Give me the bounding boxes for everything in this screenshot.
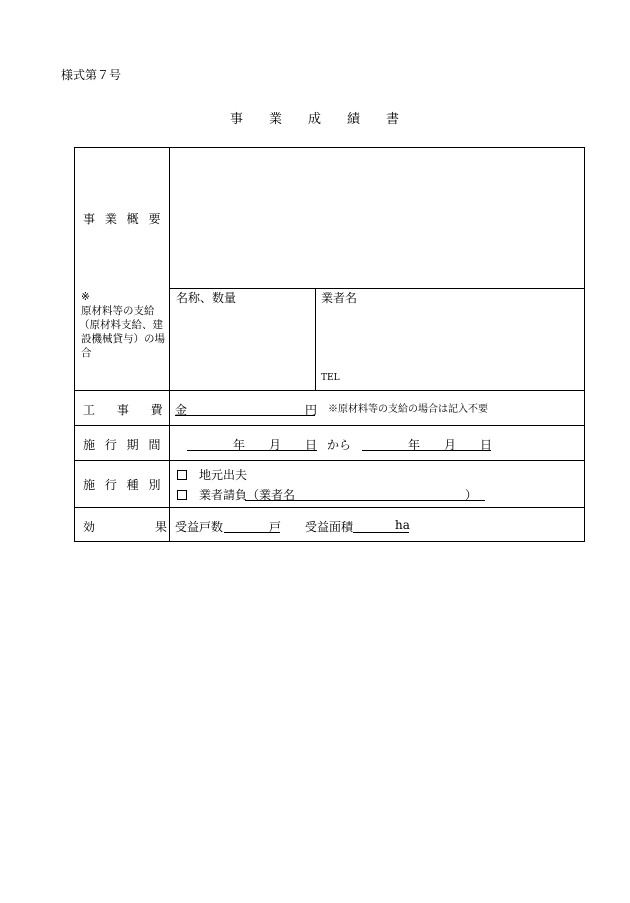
supply-note-mark: ※ [81,291,90,303]
row-line-1 [75,390,584,391]
tel-label: TEL [321,373,340,383]
supply-note-line-1: 原材料等の支給 [81,305,155,317]
period-start-line[interactable] [187,450,317,451]
form-number: 様式第７号 [61,68,122,82]
period-start-year: 年 [233,438,246,452]
supply-note-line-4: 合 [81,347,92,359]
supply-note-line-3: 設機械貸与）の場 [81,333,165,345]
document-title: 事 業 成 績 書 [230,112,400,127]
local-labor-checkbox[interactable] [177,470,187,480]
contractor-name-line[interactable] [245,500,485,501]
row-line-4 [75,507,584,508]
cost-unit: 円 [305,403,318,417]
local-labor-label: 地元出夫 [199,468,248,482]
vendor-name-label: 業者名 [321,291,358,305]
households-unit: 戸 [269,520,282,534]
area-line[interactable] [353,532,409,533]
cost-amount-line[interactable] [175,415,315,416]
row-line-2 [75,425,584,426]
contractor-checkbox[interactable] [177,490,187,500]
supply-note-line-2: （原材料支給、建 [79,319,163,331]
area-label: 受益面積 [305,520,354,534]
period-start-day: 日 [305,438,318,452]
period-kara: から [327,438,352,452]
report-table [74,147,585,542]
cost-label: 工 事 費 [83,403,165,417]
type-label: 施 行 種 別 [83,478,164,492]
contractor-close-paren: ） [465,488,478,502]
period-label: 施 行 期 間 [83,438,164,452]
contractor-label: 業者請負（業者名 [199,488,296,502]
area-unit: ha [395,518,410,532]
period-end-month: 月 [444,438,457,452]
overview-label: 事 業 概 要 [83,212,164,226]
effect-label: 効 果 [83,520,168,534]
label-column-divider [169,148,170,541]
cost-prefix: 金 [175,403,188,417]
period-end-year: 年 [408,438,421,452]
cost-note: ※原材料等の支給の場合は記入不要 [328,404,488,415]
period-end-line[interactable] [362,450,491,451]
row-line-3 [75,460,584,461]
period-start-month: 月 [269,438,282,452]
supply-inner-divider [315,288,316,390]
period-end-day: 日 [480,438,493,452]
households-label: 受益戸数 [175,520,224,534]
name-quantity-label: 名称、数量 [176,291,237,305]
